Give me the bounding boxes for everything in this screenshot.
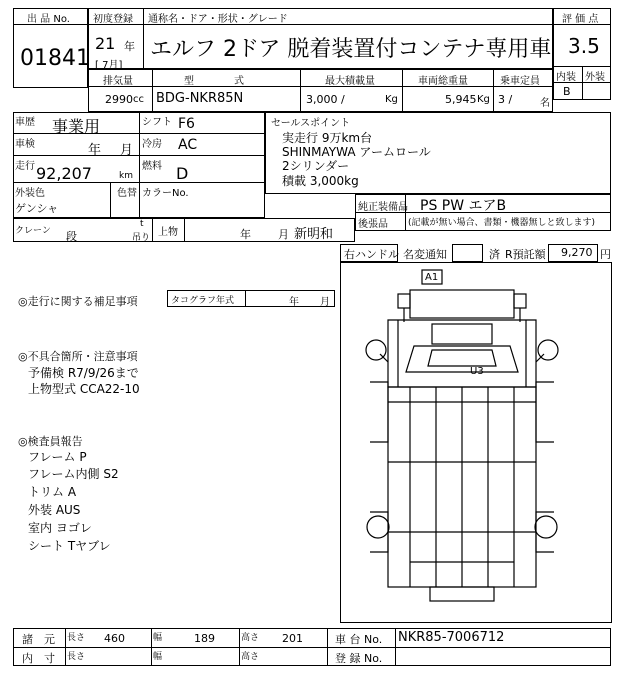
capacity-label: 乗車定員 [500,76,540,87]
tacho-month-unit: 月 [320,297,330,308]
body-year-unit: 年 [240,228,251,241]
max-load-value: 3,000 / [306,93,345,106]
displacement-value: 2990 [105,93,133,106]
damage-mark-u3: U3 [470,366,484,377]
tacho-label: タコグラフ年式 [171,296,235,306]
color-value: ゲンシャ [15,202,59,215]
truck-diagram [340,262,612,623]
width-label: 幅 [153,633,163,643]
height-label: 高さ [241,633,260,643]
sales-point-line: SHINMAYWA アームロール [282,145,431,159]
int-length-label: 長さ [67,652,86,662]
gross-weight-value: 5,945 [445,93,477,106]
capacity-value: 3 / [498,93,513,106]
recycle-unit: 円 [600,248,611,261]
inspector-line: 室内 ヨゴレ [28,521,92,535]
body-label: 上物 [158,227,178,238]
sales-points-label: セールスポイント [271,118,351,129]
chassis-label: 車 台 No. [335,633,383,646]
year-unit: 年 [124,40,135,53]
defect-line: 上物型式 CCA22-10 [28,382,140,396]
driving-notes-title: ◎走行に関する補足事項 [18,295,138,308]
inspector-line: シート Tヤブレ [28,539,111,553]
history-value: 事業用 [52,117,101,136]
lot-label: 出 品 No. [27,14,70,25]
body-maker: 新明和 [294,227,334,242]
max-load-unit: Kg [385,94,398,105]
length-value: 460 [104,632,125,645]
model-name-label: 通称名・ドア・形状・グレード [148,14,288,25]
interior-dims-label: 内 寸 [22,652,55,665]
exterior-grade-label: 外装 [585,72,605,83]
inspector-line: 外装 AUS [28,503,81,517]
shift-label: シフト [142,117,172,128]
lot-number: 01841 [20,46,90,71]
fuel-label: 燃料 [142,161,162,172]
recycle-label: R預託額 [505,248,546,261]
model-type-label: 型 式 [184,76,244,87]
first-reg-year: 21 [95,34,116,53]
defects-title: ◎不具合箇所・注意事項 [18,350,138,363]
displacement-unit: cc [133,94,144,105]
interior-grade: B [563,85,571,98]
equipment-label: 純正装備品 [358,202,408,213]
inspection-year-unit: 年 [88,143,102,158]
ac-value: AC [178,137,198,153]
mileage-label: 走行 [15,161,35,172]
crane-ton-unit: t [140,219,144,229]
dims-label: 諸 元 [22,633,55,646]
model-type: BDG-NKR85N [156,91,244,106]
inspector-line: フレーム内側 S2 [28,467,119,481]
history-label: 車歴 [15,117,35,128]
equipment-value: PS PW エアB [420,198,507,214]
crane-stage-unit: 段 [66,230,77,243]
damage-mark-a1: A1 [425,272,439,283]
sales-point-line: 実走行 9万km台 [282,131,373,145]
body-month-unit: 月 [278,228,289,241]
inspector-line: トリム A [28,485,77,499]
mileage-unit: km [119,171,133,181]
steering-value: 右ハンドル [344,248,399,261]
inspector-title: ◎検査員報告 [18,435,83,448]
color-no-label: 色替 [117,188,137,199]
ac-label: 冷房 [142,139,162,150]
model-name: エルフ 2ドア 脱着装置付コンテナ専用車 [150,37,552,62]
length-label: 長さ [67,633,86,643]
grade-value: 3.5 [568,34,600,58]
name-change-label: 名変通知 [403,248,447,261]
aftermarket-note: (記載が無い場合、書類・機器無しと致します) [408,218,596,228]
gross-weight-unit: Kg [477,94,490,105]
tacho-year-unit: 年 [289,297,299,308]
inspector-line: フレーム P [28,450,87,464]
max-load-label: 最大積載量 [325,76,375,87]
fuel-value: D [176,164,189,183]
int-height-label: 高さ [241,652,260,662]
height-value: 201 [282,632,303,645]
reg-label: 登 録 No. [335,652,383,665]
color-label: 外装色 [15,188,45,199]
chassis-number: NKR85-7006712 [398,630,505,645]
sales-point-line: 積載 3,000kg [282,174,359,188]
crane-label: クレーン [15,226,51,236]
recycle-value: 9,270 [561,246,593,259]
inspection-month-unit: 月 [120,143,134,158]
width-value: 189 [194,632,215,645]
kana-mark: 済 [489,248,500,261]
sales-point-line: 2シリンダー [282,159,350,173]
crane-hanging-unit: 吊り [132,233,151,243]
name-change-box [452,244,483,262]
interior-grade-label: 内装 [556,72,576,83]
defect-line: 予備検 R7/9/26まで [28,366,139,380]
grade-label: 評 価 点 [562,14,599,25]
int-width-label: 幅 [153,652,163,662]
shift-value: F6 [178,116,195,132]
aftermarket-label: 後張品 [358,219,388,230]
inspection-label: 車検 [15,139,35,150]
gross-weight-label: 車両総重量 [418,76,468,87]
displacement-label: 排気量 [103,76,133,87]
first-reg-month: [ 7月] [95,60,123,71]
mileage-value: 92,207 [36,164,92,183]
capacity-unit: 名 [540,98,550,109]
first-reg-label: 初度登録 [93,14,133,25]
color-code-label: カラーNo. [142,188,189,199]
